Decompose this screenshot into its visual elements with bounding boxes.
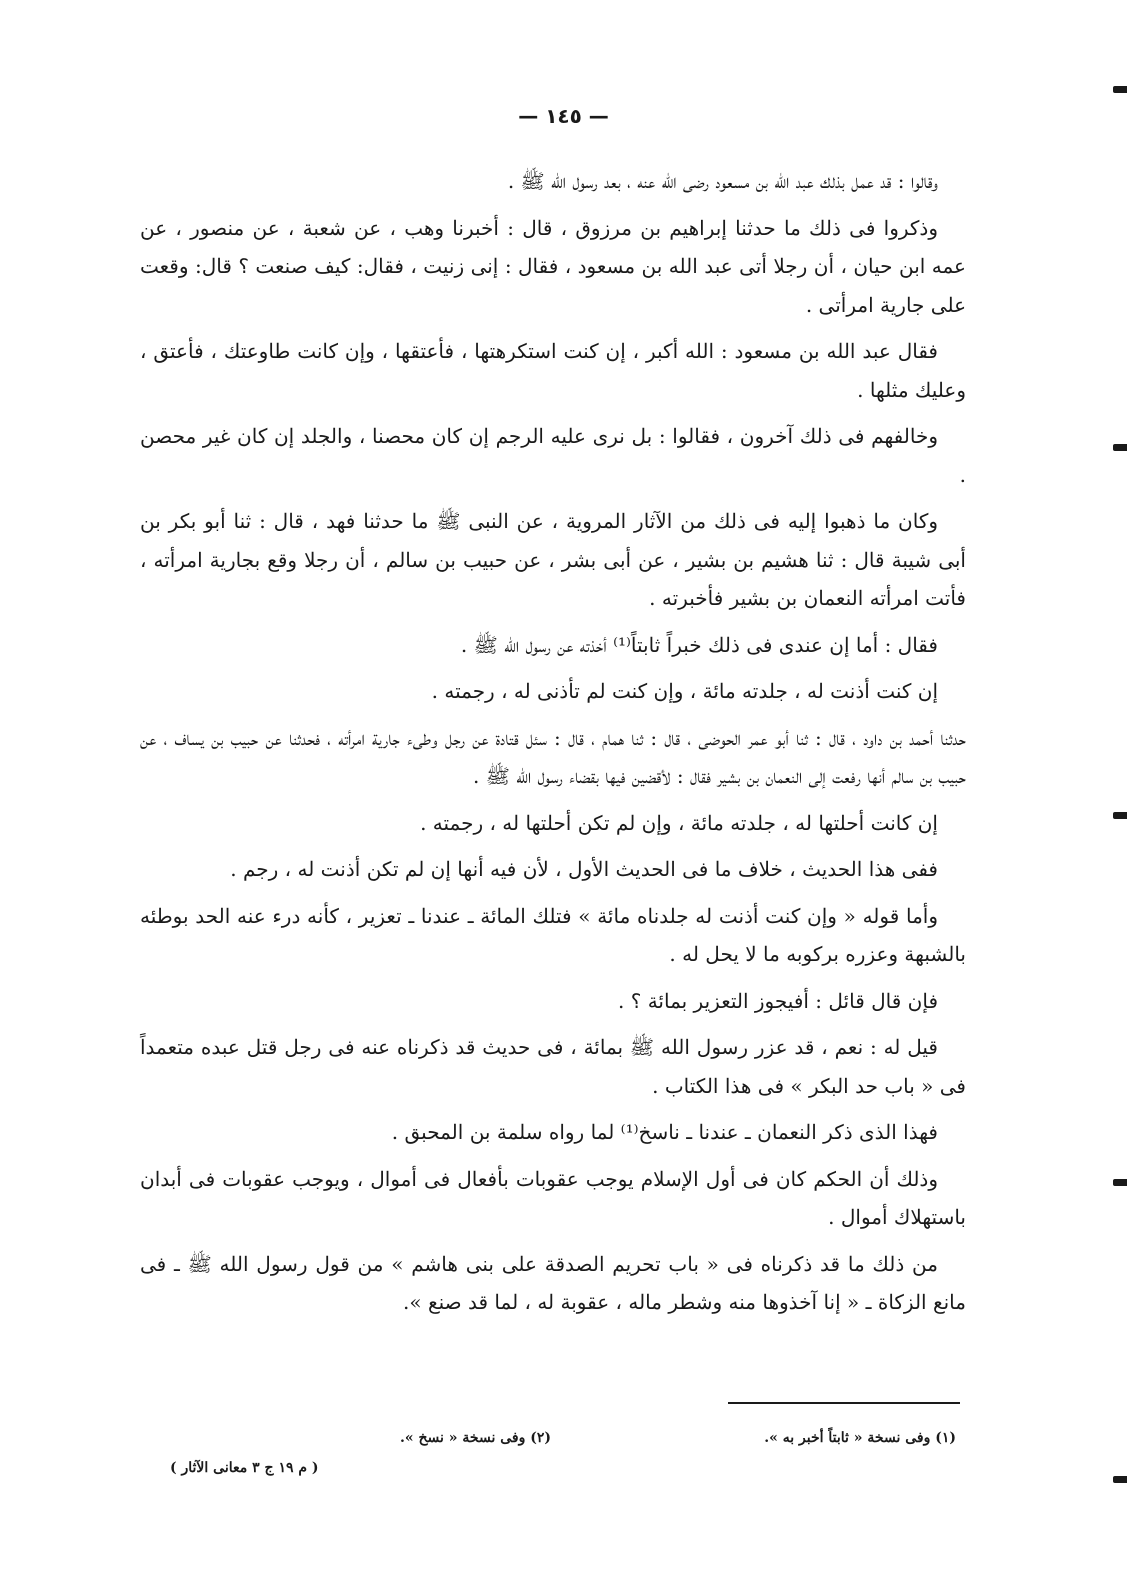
- signature-line: ( م ١٩ ج ٣ معانى الآثار ): [170, 1460, 319, 1476]
- paragraph: إن كنت أذنت له ، جلدته مائة ، وإن كنت لم تأذنى له ، رجمته .: [431, 679, 938, 703]
- paragraph: ففى هذا الحديث ، خلاف ما فى الحديث الأول ، لأن فيه أنها إن لم تكن أذنت له ، رجم .: [230, 857, 938, 881]
- binding-edge-mark: [1113, 1179, 1127, 1186]
- paragraph: فقال عبد الله بن مسعود : الله أكبر ، إن كنت استكرهتها ، فأعتقها ، وإن كانت طاوعتك ، فأعتق ، وعليك مثلها .: [140, 339, 966, 402]
- paragraph: إن كانت أحلتها له ، جلدته مائة ، وإن لم تكن أحلتها له ، رجمته .: [420, 810, 938, 835]
- paragraph: حدثنا أحمد بن داود ، قال : ثنا أبو عمر الحوضى ، قال : ثنا همام ، قال : سئل قتادة عن رجل وطىء جارية امرأته ، فحدثنا عن حبيب بن يساف ، عن حبيب بن سالم أنها رفعت إلى النعمان بن بشير فقال : لأقضين فيها بقضاء رسول الله ﷺ .: [140, 725, 966, 788]
- footnotes: [160, 1430, 956, 1446]
- paragraph: قيل له : نعم ، قد عزر رسول الله ﷺ بمائة ، فى حديث قد ذكرناه عنه فى رجل قتل عبده متعمداً فى « باب حد البكر » فى هذا الكتاب .: [140, 1035, 966, 1098]
- binding-edge-mark: [1113, 812, 1127, 819]
- binding-edge-mark: [1113, 444, 1127, 451]
- paragraph: وأما قوله « وإن كنت أذنت له جلدناه مائة » فتلك المائة ـ عندنا ـ تعزير ، كأنه درء عنه الحد بوطئه بالشبهة وعزره بركوبه ما لا يحل له .: [140, 903, 966, 966]
- page-number: — ١٤٥ —: [518, 104, 609, 128]
- footnote-divider: [728, 1402, 960, 1404]
- paragraph: وذكروا فى ذلك ما حدثنا إبراهيم بن مرزوق ، قال : أخبرنا وهب ، عن شعبة ، عن منصور ، عن عمه ابن حيان ، أن رجلا أتى عبد الله بن مسعود ، فقال : إنى زنيت ، فقال: كيف صنعت ؟ قال: وقعت على جارية امرأتى .: [140, 215, 966, 317]
- paragraph: وكان ما ذهبوا إليه فى ذلك من الآثار المروية ، عن النبى ﷺ ما حدثنا فهد ، قال : ثنا أبو بكر بن أبى شيبة قال : ثنا هشيم بن بشير ، عن أبى بشر ، عن حبيب بن سالم ، أن رجلا وقع بجارية امرأته ، فأتت امرأته النعمان بن بشير فأخبرته .: [140, 509, 966, 610]
- footnote-1: (١) وفى نسخة « ثابتاً أخبر به ».: [764, 1430, 956, 1446]
- paragraph: وذلك أن الحكم كان فى أول الإسلام يوجب عقوبات بأفعال فى أموال ، ويوجب عقوبات فى أبدان باستهلاك أموال .: [140, 1166, 966, 1229]
- binding-edge-mark: [1113, 86, 1127, 93]
- paragraph: فإن قال قائل : أفيجوز التعزير بمائة ؟ .: [618, 988, 938, 1013]
- main-text: [140, 162, 966, 1330]
- binding-edge-mark: [1113, 1476, 1127, 1483]
- paragraph: وخالفهم فى ذلك آخرون ، فقالوا : بل نرى عليه الرجم إن كان محصنا ، والجلد إن كان غير محصن .: [140, 424, 966, 487]
- paragraph: من ذلك ما قد ذكرناه فى « باب تحريم الصدقة على بنى هاشم » من قول رسول الله ﷺ ـ فى مانع الزكاة ـ « إنا آخذوها منه وشطر ماله ، عقوبة له ، لما قد صنع ».: [140, 1251, 966, 1314]
- paragraph: فهذا الذى ذكر النعمان ـ عندنا ـ ناسخ⁽¹⁾ لما رواه سلمة بن المحبق .: [391, 1120, 938, 1144]
- paragraph: فقال : أما إن عندى فى ذلك خبراً ثابتاً⁽¹⁾ أخذته عن رسول الله ﷺ .: [460, 632, 938, 657]
- paragraph: وقالوا : قد عمل بذلك عبد الله بن مسعود رضى الله عنه ، بعد رسول الله ﷺ .: [507, 169, 938, 193]
- footnote-2: (٢) وفى نسخة « نسخ ».: [400, 1430, 551, 1446]
